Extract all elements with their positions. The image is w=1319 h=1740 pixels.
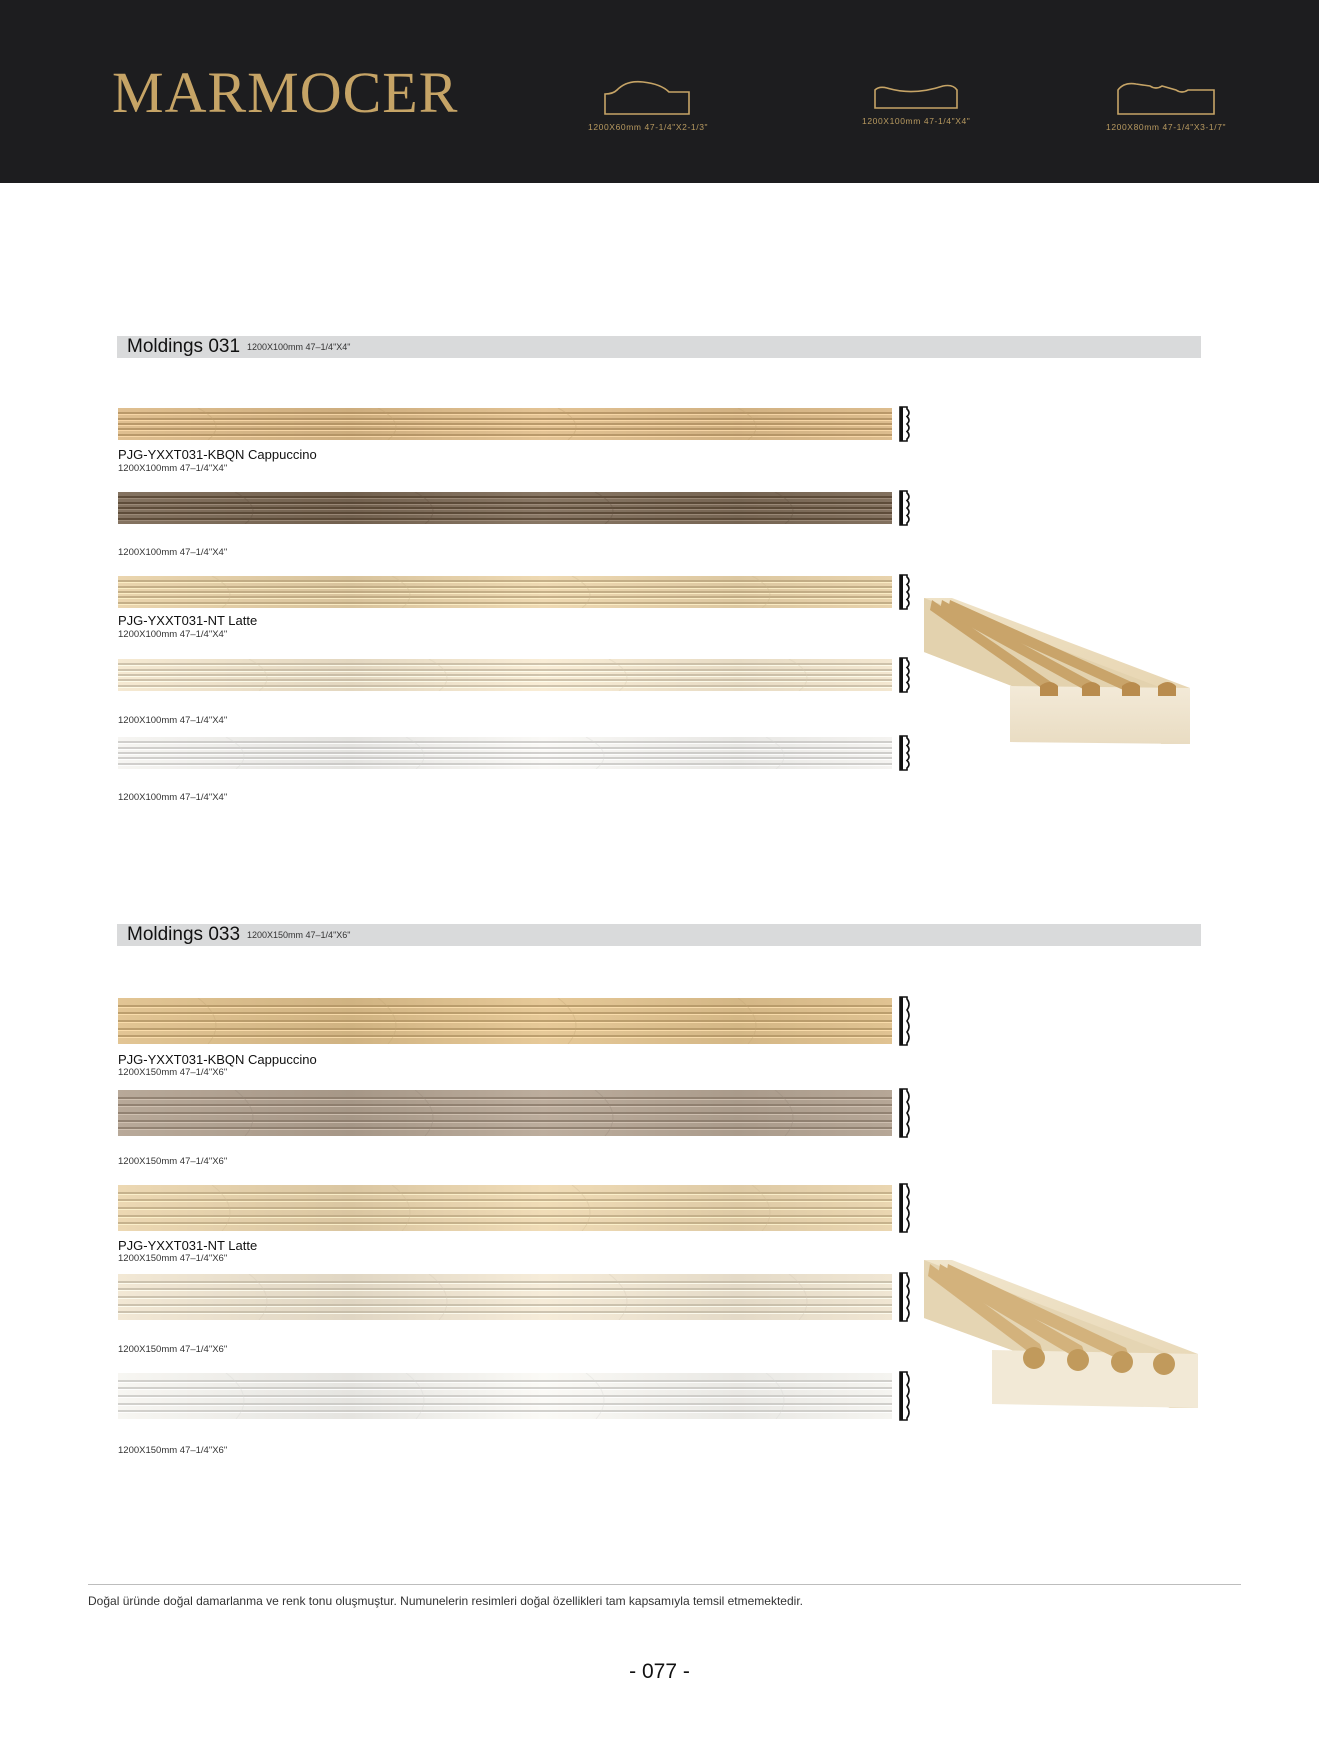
product-dimension: 1200X150mm 47–1/4"X6": [118, 1445, 228, 1456]
section-title: Moldings 031: [127, 336, 241, 357]
profile-section-icon: [898, 657, 912, 693]
product-strip: [118, 492, 892, 524]
profile-section-icon: [898, 1088, 912, 1138]
product-strip: [118, 408, 892, 440]
footer-disclaimer: Doğal üründe doğal damarlanma ve renk tonu oluşmuştur. Numunelerin resimleri doğal özellikleri tam kapsamıyla temsil etmemektedir.: [88, 1594, 803, 1608]
product-dimension: 1200X150mm 47–1/4"X6": [118, 1253, 228, 1264]
product-strip: [118, 576, 892, 608]
product-dimension: 1200X100mm 47–1/4"X4": [118, 463, 228, 474]
product-name: PJG-YXXT031-KBQN Cappuccino: [118, 1052, 317, 1067]
profile-caption: 1200X60mm 47-1/4"X2-1/3": [588, 122, 709, 132]
product-dimension: 1200X150mm 47–1/4"X6": [118, 1156, 228, 1167]
product-name: PJG-YXXT031-NT Latte: [118, 1238, 258, 1253]
profile-3: [1106, 80, 1226, 132]
product-dimension: 1200X100mm 47–1/4"X4": [118, 629, 228, 640]
product-dimension: 1200X100mm 47–1/4"X4": [118, 547, 228, 558]
profile-caption: 1200X100mm 47-1/4"X4": [862, 116, 971, 126]
profile-section-icon: [898, 1183, 912, 1233]
product-dimension: 1200X150mm 47–1/4"X6": [118, 1067, 228, 1078]
molding-profile-80-icon: [1116, 80, 1216, 116]
product-dimension: 1200X100mm 47–1/4"X4": [118, 792, 228, 803]
product-dimension: 1200X150mm 47–1/4"X6": [118, 1344, 228, 1355]
profile-section-icon: [898, 735, 912, 771]
molding-profile-100-icon: [873, 80, 959, 110]
section-dimension: 1200X150mm 47–1/4"X6": [247, 930, 351, 940]
product-strip: [118, 1185, 892, 1231]
molding-033-3d-render: [922, 1258, 1202, 1410]
profile-caption: 1200X80mm 47-1/4"X3-1/7": [1106, 122, 1227, 132]
profile-section-icon: [898, 1272, 912, 1322]
product-strip: [118, 659, 892, 691]
profile-1: [588, 80, 708, 132]
product-strip: [118, 1274, 892, 1320]
section-dimension: 1200X100mm 47–1/4"X4": [247, 342, 351, 352]
profile-section-icon: [898, 574, 912, 610]
profile-2: [862, 80, 970, 126]
profile-section-icon: [898, 996, 912, 1046]
molding-031-3d-render: [922, 596, 1194, 746]
profile-section-icon: [898, 406, 912, 442]
product-strip: [118, 1090, 892, 1136]
section-title: Moldings 033: [127, 924, 241, 945]
page-number: - 077 -: [629, 1660, 690, 1683]
section-bar-031: [117, 336, 1201, 358]
page-header: [0, 0, 1319, 183]
product-name: PJG-YXXT031-NT Latte: [118, 613, 258, 628]
profile-section-icon: [898, 1371, 912, 1421]
footer-divider: [88, 1584, 1241, 1585]
product-strip: [118, 737, 892, 769]
section-bar-033: [117, 924, 1201, 946]
product-name: PJG-YXXT031-KBQN Cappuccino: [118, 447, 317, 462]
molding-profile-60-icon: [603, 80, 693, 116]
product-strip: [118, 998, 892, 1044]
profile-section-icon: [898, 490, 912, 526]
product-dimension: 1200X100mm 47–1/4"X4": [118, 715, 228, 726]
brand-logo: MARMOCER: [112, 60, 459, 125]
product-strip: [118, 1373, 892, 1419]
